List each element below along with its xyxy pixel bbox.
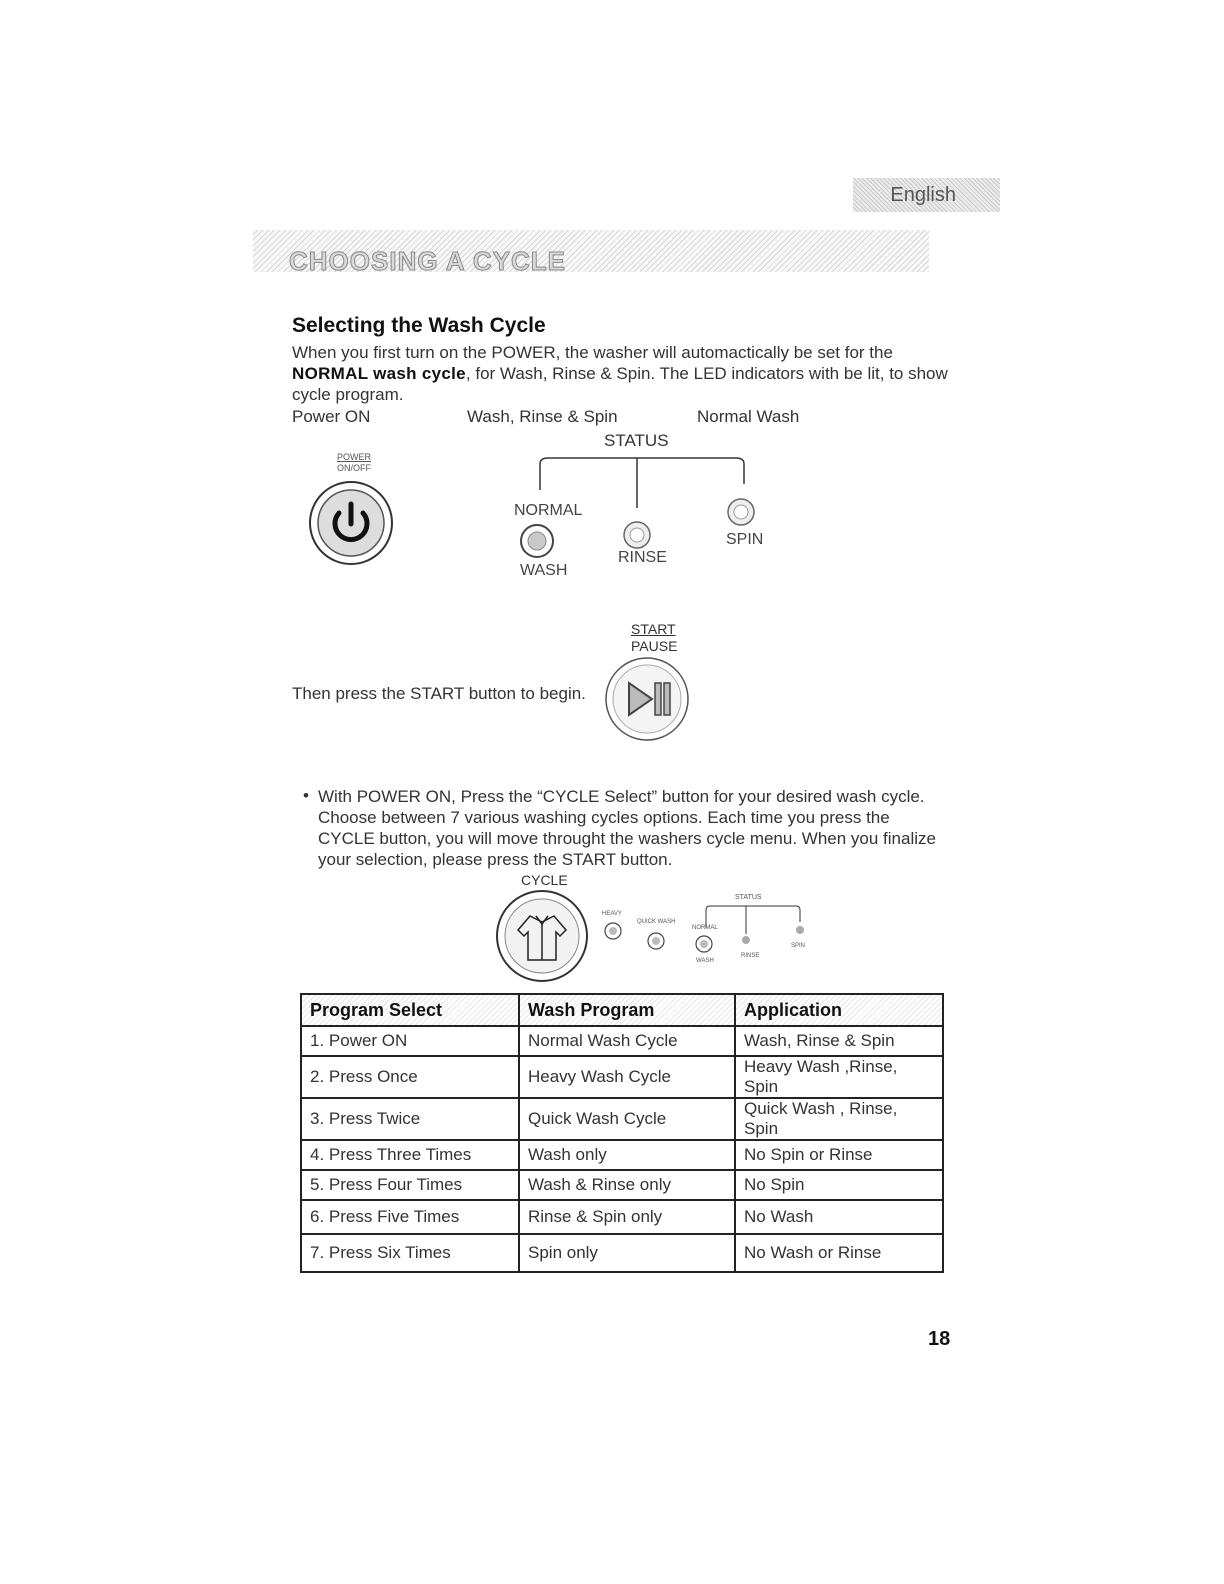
normal-label: NORMAL [514,502,583,519]
table-cell: 5. Press Four Times [301,1170,519,1200]
wash-led [521,525,553,557]
table-cell: 4. Press Three Times [301,1140,519,1170]
table-cell: Rinse & Spin only [519,1200,735,1234]
intro-text-2: , for Wash, Rinse & Spin. The LED indicators with be lit, to show cycle program. [292,364,948,404]
cycle-label: CYCLE [521,872,568,888]
table-cell: No Spin or Rinse [735,1140,943,1170]
table-row [301,1026,943,1056]
program-table [300,993,944,1273]
table-row [301,1200,943,1234]
language-tab: English [853,178,1000,212]
table-header-program-select: Program Select [301,994,519,1026]
table-cell: Heavy Wash Cycle [519,1056,735,1098]
quick-wash-led [648,933,664,949]
table-cell: 1. Power ON [301,1026,519,1056]
start-instruction: Then press the START button to begin. [292,684,586,703]
pause-label: PAUSE [631,638,678,654]
table-cell: Quick Wash Cycle [519,1098,735,1140]
table-header-row [301,994,943,1026]
bullet-paragraph: With POWER ON, Press the “CYCLE Select” button for your desired wash cycle. Choose between 7 various washing cycles options. Each time you press the CYCLE button, you will move throught the washers cycle menu. When you finalize your selection, please press the START button. [318,787,936,869]
cycle-rinse-label: RINSE [741,953,760,959]
heavy-led [605,923,621,939]
cycle-wash-label: WASH [696,958,714,964]
label-power-on: Power ON [292,407,371,426]
table-cell: Heavy Wash ,Rinse, Spin [735,1056,943,1098]
label-normal-wash: Normal Wash [697,407,800,426]
table-cell: Wash & Rinse only [519,1170,735,1200]
table-cell: 7. Press Six Times [301,1234,519,1272]
table-cell: Wash only [519,1140,735,1170]
table-cell: 6. Press Five Times [301,1200,519,1234]
section-heading: Selecting the Wash Cycle [292,314,546,337]
cycle-status-label: STATUS [735,894,762,901]
spin-led-small [796,926,804,934]
cycle-normal-label: NORMAL [692,925,718,931]
cycle-led-panel [596,898,816,960]
cycle-heavy-label: HEAVY [602,911,622,917]
power-label-bottom: ON/OFF [337,463,371,473]
table-cell: 2. Press Once [301,1056,519,1098]
table-cell: Normal Wash Cycle [519,1026,735,1056]
page-number: 18 [928,1328,951,1350]
power-button[interactable] [308,480,394,566]
table-row [301,1234,943,1272]
table-cell: 3. Press Twice [301,1098,519,1140]
table-cell: No Spin [735,1170,943,1200]
label-status: STATUS [604,431,669,450]
cycle-spin-label: SPIN [791,943,806,949]
spin-led [728,499,754,525]
table-row [301,1140,943,1170]
rinse-led-small [742,936,750,944]
table-cell: Spin only [519,1234,735,1272]
start-pause-button[interactable] [596,655,698,747]
power-label-top: POWER [337,452,372,462]
normal-wash-led [696,936,712,952]
label-wash-rinse-spin: Wash, Rinse & Spin [467,407,618,426]
intro-paragraph [292,342,952,405]
bullet-dot: • [303,786,309,805]
table-row [301,1170,943,1200]
table-cell: No Wash or Rinse [735,1234,943,1272]
table-row [301,1056,943,1098]
cycle-button[interactable] [494,888,590,984]
table-header-application: Application [735,994,943,1026]
intro-text-1: When you first turn on the POWER, the washer will automactically be set for the [292,343,893,362]
page-title: CHOOSING A CYCLE [289,246,566,276]
spin-label: SPIN [726,531,764,548]
rinse-label: RINSE [618,549,667,566]
table-cell: No Wash [735,1200,943,1234]
cycle-quick-label: QUICK WASH [637,919,676,925]
table-header-wash-program: Wash Program [519,994,735,1026]
table-cell: Wash, Rinse & Spin [735,1026,943,1056]
start-label: START [631,621,676,637]
table-row [301,1098,943,1140]
table-cell: Quick Wash , Rinse, Spin [735,1098,943,1140]
wash-label: WASH [520,562,568,579]
intro-bold: NORMAL wash cycle [292,364,466,383]
rinse-led [624,522,650,548]
